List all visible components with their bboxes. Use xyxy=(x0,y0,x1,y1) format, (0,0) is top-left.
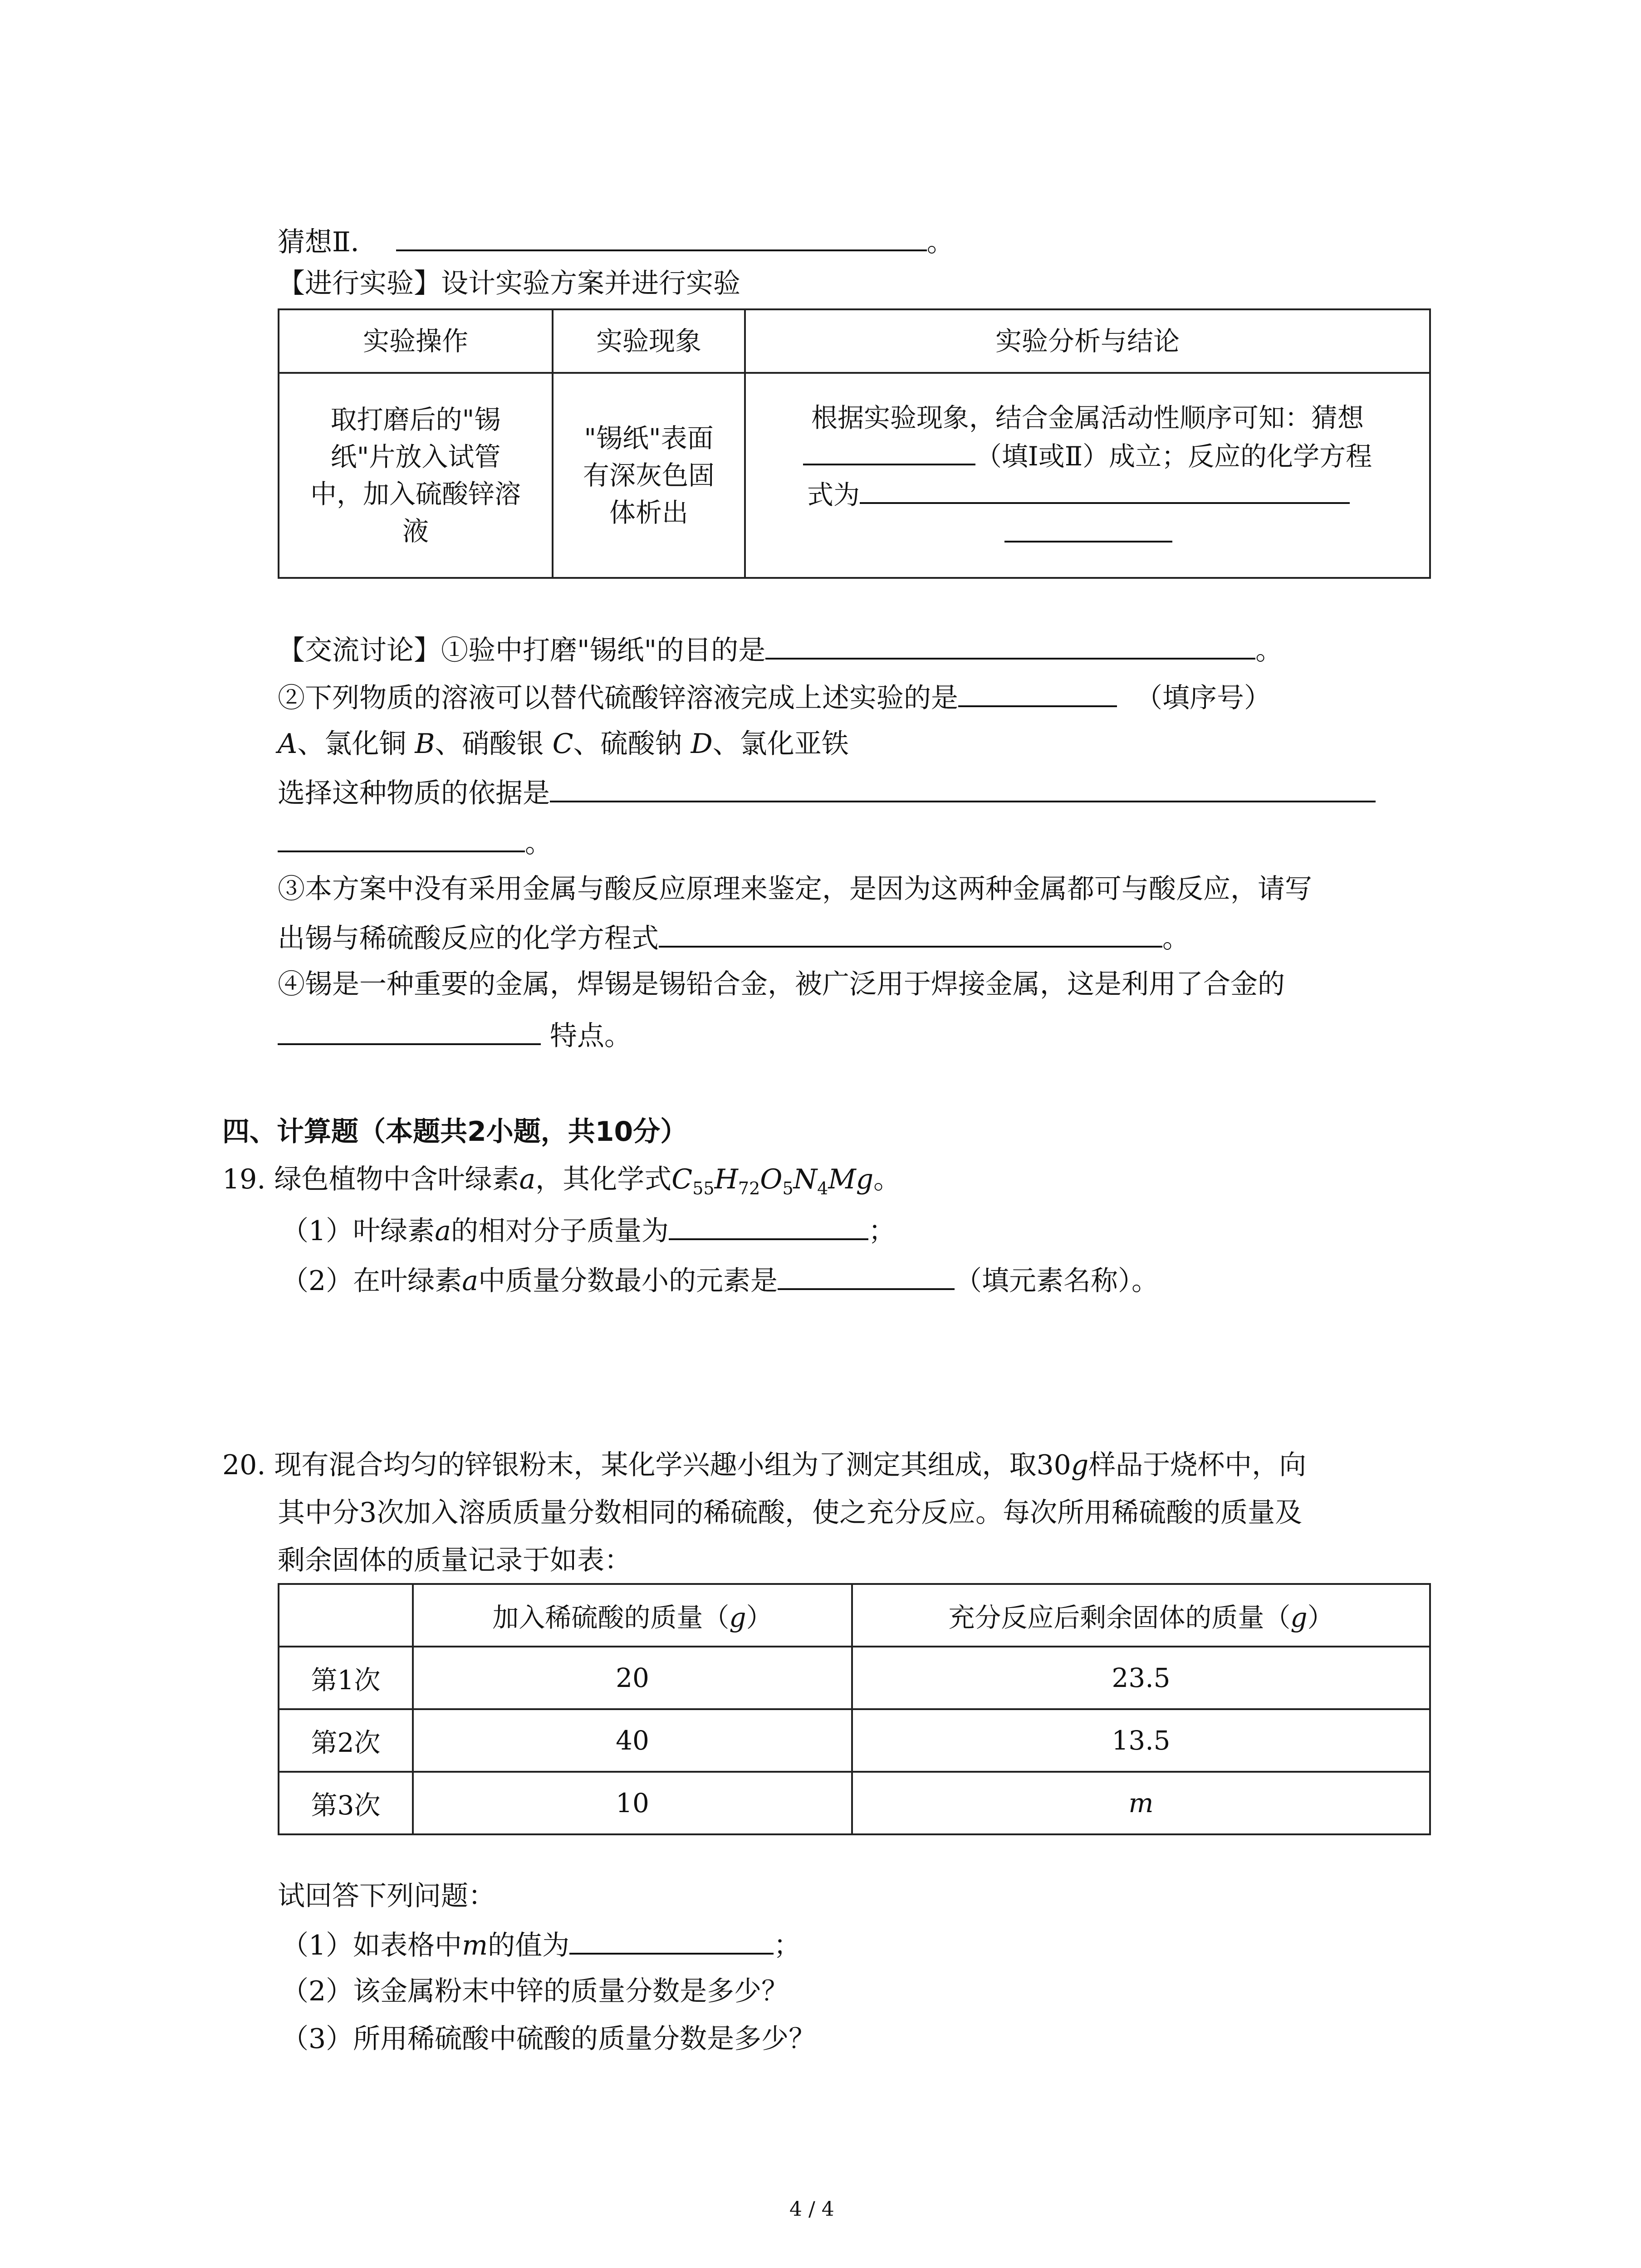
corner-cell xyxy=(279,1584,413,1647)
q20-line1b: 样品于烧杯中，向 xyxy=(1088,1449,1307,1481)
q19-sub2-text: 中质量分数最小的元素是 xyxy=(478,1265,778,1297)
q20-sub1-var: m xyxy=(462,1930,488,1961)
basis-suffix: 。 xyxy=(525,827,552,859)
formula-c-count: 55 xyxy=(692,1178,715,1198)
discussion-q1-text: 【交流讨论】①验中打磨"锡纸"的目的是 xyxy=(278,635,766,666)
table-row xyxy=(279,1772,1430,1834)
page-number: 4 / 4 xyxy=(789,2198,834,2221)
question-number: 20. xyxy=(222,1449,266,1481)
equation-blank-continued xyxy=(1004,513,1172,543)
discussion-q2 xyxy=(278,678,1271,716)
q19-sub2-blank xyxy=(778,1261,955,1290)
experiment-table xyxy=(278,308,1431,579)
q20-sub1-prefix: （1）如表格中 xyxy=(281,1930,462,1961)
formula-c: C xyxy=(671,1163,693,1195)
solid-mass: 13.5 xyxy=(852,1709,1430,1772)
q20-sub1-blank xyxy=(569,1926,774,1955)
discussion-q2-suffix: （填序号） xyxy=(1135,682,1271,714)
solid-mass-unknown: m xyxy=(1128,1788,1154,1818)
q19-suffix: 。 xyxy=(873,1163,901,1195)
section-4-title: 四、计算题（本题共2小题，共10分） xyxy=(222,1116,688,1148)
acid-mass: 20 xyxy=(413,1647,852,1709)
table-header xyxy=(413,1584,852,1647)
q20-prompt: 试回答下列问题： xyxy=(278,1880,495,1912)
header-2-unit: g xyxy=(1290,1602,1308,1633)
analysis-line-1: 根据实验现象，结合金属活动性顺序可知：猜想 xyxy=(811,402,1364,433)
table-row xyxy=(279,1709,1430,1772)
q20-sub1 xyxy=(281,1926,801,1964)
analysis-line-2-text: （填Ⅰ或Ⅱ）成立；反应的化学方程 xyxy=(975,440,1372,472)
q20-sub1-suffix: ； xyxy=(774,1930,801,1961)
table-header: 实验分析与结论 xyxy=(745,309,1430,373)
q19-sub1-prefix: （1）叶绿素 xyxy=(281,1215,435,1247)
formula-n-count: 4 xyxy=(817,1178,828,1198)
discussion-options xyxy=(278,726,849,762)
discussion-q3-line2 xyxy=(278,919,1190,957)
formula-h-count: 72 xyxy=(738,1178,760,1198)
question-19 xyxy=(222,1161,901,1207)
formula-mg: Mg xyxy=(828,1163,874,1195)
cell-line: 液 xyxy=(402,516,429,547)
q19-sub1-var: a xyxy=(435,1215,451,1247)
experiment-title: 【进行实验】设计实验方案并进行实验 xyxy=(278,268,740,299)
question-20-line2 xyxy=(278,1495,1302,1531)
discussion-q3-blank xyxy=(659,919,1162,948)
formula-n: N xyxy=(793,1163,818,1195)
discussion-basis xyxy=(278,773,1376,811)
table-header xyxy=(852,1584,1430,1647)
discussion-q1-suffix: 。 xyxy=(1255,635,1283,666)
cell-line: 中，加入硫酸锌溶 xyxy=(310,479,521,509)
cell-line: "锡纸"表面 xyxy=(584,423,714,454)
q20-times: 3 xyxy=(359,1497,377,1529)
analysis-cell xyxy=(745,373,1430,578)
discussion-basis-continued xyxy=(278,823,552,861)
hypothesis-2-prefix: 猜想Ⅱ． xyxy=(278,226,378,258)
option-d-letter: D xyxy=(691,728,713,760)
question-20-line3: 剩余固体的质量记录于如表： xyxy=(278,1545,632,1576)
q19-sub2-var: a xyxy=(462,1265,478,1297)
table-header: 实验操作 xyxy=(279,309,553,373)
operation-cell xyxy=(279,373,553,578)
q19-sub2 xyxy=(281,1261,1159,1299)
discussion-q1 xyxy=(278,631,1283,669)
q20-sub3: （3）所用稀硫酸中硫酸的质量分数是多少？ xyxy=(281,2023,816,2055)
q19-text: 绿色植物中含叶绿素 xyxy=(274,1163,519,1195)
discussion-q4-line2 xyxy=(278,1016,632,1054)
header-1-unit: g xyxy=(729,1602,746,1633)
question-number: 19. xyxy=(222,1163,266,1195)
discussion-q3-suffix: 。 xyxy=(1162,923,1190,954)
discussion-q3-line1: ③本方案中没有采用金属与酸反应原理来鉴定，是因为这两种金属都可与酸反应，请写 xyxy=(278,873,1312,905)
q19-sub2-suffix: （填元素名称）。 xyxy=(954,1265,1159,1297)
q19-sub1 xyxy=(281,1211,896,1249)
discussion-q2-blank xyxy=(958,678,1117,707)
cell-line: 纸"片放入试管 xyxy=(330,441,501,472)
option-a-text: 、氯化铜 xyxy=(297,728,415,760)
table-header: 实验现象 xyxy=(553,309,745,373)
option-c-letter: C xyxy=(552,728,573,760)
option-c-text: 、硫酸钠 xyxy=(573,728,691,760)
q20-line1a: 现有混合均匀的锌银粉末，某化学兴趣小组为了测定其组成，取 xyxy=(274,1449,1037,1481)
phenomenon-cell xyxy=(553,373,745,578)
analysis-line-2 xyxy=(759,436,1416,475)
basis-blank xyxy=(550,773,1376,802)
option-a-letter: A xyxy=(278,728,298,760)
analysis-line-3 xyxy=(759,475,1416,513)
acid-mass: 10 xyxy=(413,1772,852,1834)
cell-line: 有深灰色固 xyxy=(583,460,715,491)
q20-sub1-text: 的值为 xyxy=(488,1930,570,1961)
chemical-formula xyxy=(671,1163,874,1198)
row-label: 第2次 xyxy=(279,1709,413,1772)
hypothesis-2-line xyxy=(278,222,954,260)
discussion-q1-blank xyxy=(765,631,1255,660)
q19-sub1-text: 的相对分子质量为 xyxy=(451,1215,669,1247)
hypothesis-choice-blank xyxy=(803,436,975,465)
formula-h: H xyxy=(714,1163,738,1195)
cell-line: 取打磨后的"锡 xyxy=(330,404,501,435)
table-row xyxy=(279,1647,1430,1709)
header-2-text: 充分反应后剩余固体的质量（ xyxy=(948,1602,1291,1633)
basis-blank-continued xyxy=(278,823,525,852)
equation-blank xyxy=(860,475,1350,504)
solid-mass xyxy=(852,1772,1430,1834)
q20-line2a: 其中分 xyxy=(278,1497,359,1529)
header-2-end: ） xyxy=(1307,1602,1334,1633)
q19-sub1-blank xyxy=(669,1211,868,1240)
q20-sub2: （2）该金属粉末中锌的质量分数是多少？ xyxy=(281,1975,789,2007)
solid-mass: 23.5 xyxy=(852,1647,1430,1709)
analysis-line-4 xyxy=(759,513,1416,552)
analysis-line-3-text: 式为 xyxy=(807,479,860,510)
row-label: 第1次 xyxy=(279,1647,413,1709)
question-20-line1 xyxy=(222,1447,1306,1483)
discussion-q4-line1: ④锡是一种重要的金属，焊锡是锡铅合金，被广泛用于焊接金属，这是利用了合金的 xyxy=(278,968,1285,1000)
acid-mass: 40 xyxy=(413,1709,852,1772)
discussion-q4-blank xyxy=(278,1016,541,1045)
discussion-q4-suffix: 特点。 xyxy=(550,1020,632,1052)
q20-sample-mass: 30 xyxy=(1036,1449,1071,1481)
q20-unit: g xyxy=(1071,1449,1089,1481)
formula-o: O xyxy=(760,1163,783,1195)
data-table xyxy=(278,1583,1431,1835)
basis-text: 选择这种物质的依据是 xyxy=(278,777,550,809)
q19-var: a xyxy=(519,1163,536,1195)
hypothesis-2-blank xyxy=(396,222,927,251)
q19-sub2-prefix: （2）在叶绿素 xyxy=(281,1265,462,1297)
hypothesis-2-suffix: 。 xyxy=(926,226,954,258)
q20-line2b: 次加入溶质质量分数相同的稀硫酸，使之充分反应。每次所用稀硫酸的质量及 xyxy=(377,1497,1303,1529)
option-b-text: 、硝酸银 xyxy=(435,728,553,760)
formula-o-count: 5 xyxy=(782,1178,794,1198)
header-1-end: ） xyxy=(746,1602,773,1633)
header-1-text: 加入稀硫酸的质量（ xyxy=(492,1602,730,1633)
cell-line: 体析出 xyxy=(609,497,688,528)
q19-text2: ，其化学式 xyxy=(535,1163,672,1195)
discussion-q2-text: ②下列物质的溶液可以替代硫酸锌溶液完成上述实验的是 xyxy=(278,682,958,714)
row-label: 第3次 xyxy=(279,1772,413,1834)
discussion-q3-line2-text: 出锡与稀硫酸反应的化学方程式 xyxy=(278,923,659,954)
option-b-letter: B xyxy=(415,728,435,760)
option-d-text: 、氯化亚铁 xyxy=(712,728,849,760)
q19-sub1-suffix: ； xyxy=(868,1215,896,1247)
